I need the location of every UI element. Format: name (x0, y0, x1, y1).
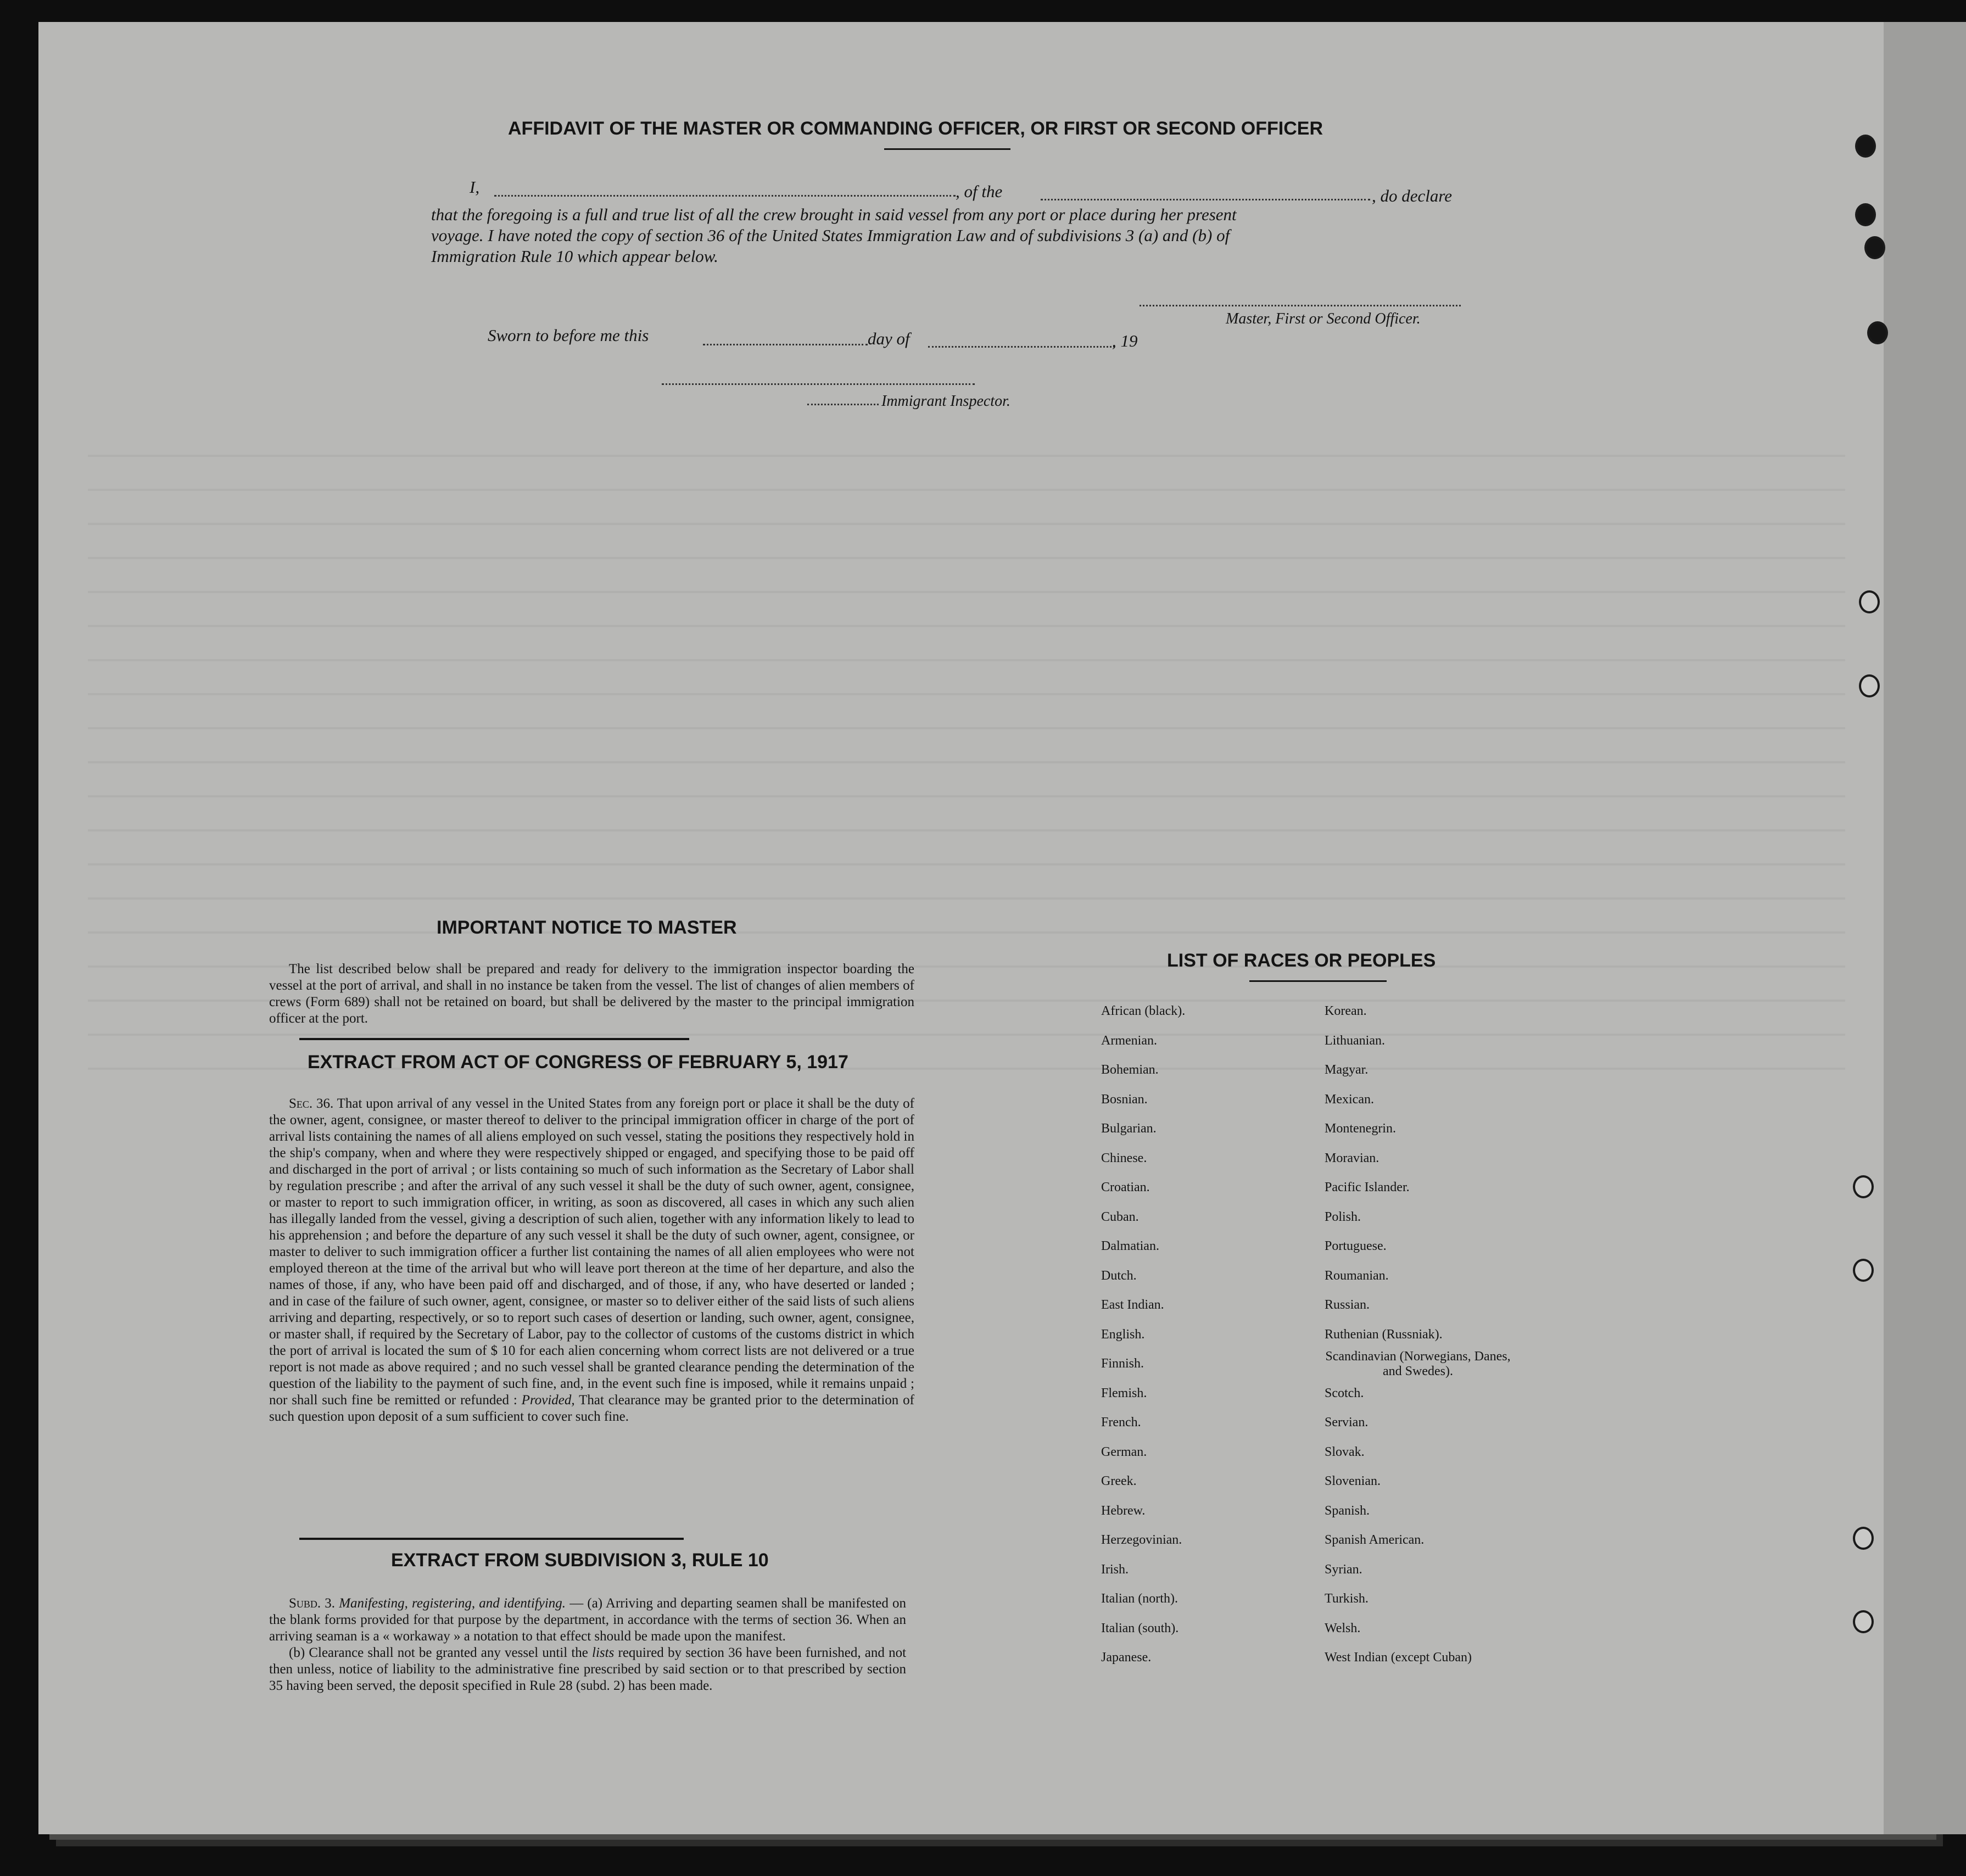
race-item: Dalmatian. (1101, 1239, 1159, 1253)
race-item: African (black). (1101, 1004, 1186, 1018)
binder-hole (1867, 321, 1888, 344)
affidavit-line-2: that the foregoing is a full and true list of all the crew brought in said vessel from any port or place during her present (431, 205, 1237, 224)
race-item: Ruthenian (Russniak). (1325, 1327, 1443, 1342)
race-item: West Indian (except Cuban) (1325, 1650, 1472, 1665)
race-item: Italian (north). (1101, 1592, 1178, 1606)
race-item: French. (1101, 1415, 1141, 1430)
race-item: Korean. (1325, 1004, 1367, 1018)
race-item: Bulgarian. (1101, 1121, 1157, 1136)
affidavit-line-3: voyage. I have noted the copy of section 36 of the United States Immigration Law and of subdivisions 3 (a) and (b) of (431, 226, 1230, 245)
race-item: Herzegovinian. (1101, 1533, 1182, 1547)
act-rule (299, 1538, 684, 1540)
sworn-month-line (928, 346, 1115, 348)
page-edge-strip (1884, 22, 1966, 1834)
race-item: Portuguese. (1325, 1239, 1387, 1253)
master-signature-label: Master, First or Second Officer. (1226, 310, 1421, 327)
binder-hole (1859, 590, 1880, 613)
race-item: Dutch. (1101, 1268, 1137, 1283)
race-item: Turkish. (1325, 1592, 1369, 1606)
rule-b-label: (b) (289, 1645, 305, 1660)
race-item: Magyar. (1325, 1063, 1369, 1077)
race-item: Montenegrin. (1325, 1121, 1396, 1136)
race-item: Pacific Islander. (1325, 1180, 1410, 1194)
act-text (269, 1096, 914, 1425)
act-provided: Provided, (521, 1393, 575, 1408)
race-item: Russian. (1325, 1298, 1370, 1312)
races-column-1 (1101, 997, 1185, 1673)
affidavit-line-4: Immigration Rule 10 which appear below. (431, 247, 718, 266)
race-item: Finnish. (1101, 1356, 1144, 1371)
binder-hole (1855, 135, 1876, 158)
inspector-signature-line (662, 383, 975, 385)
race-item: East Indian. (1101, 1298, 1164, 1312)
race-item: Servian. (1325, 1415, 1369, 1430)
race-item: Cuban. (1101, 1209, 1139, 1224)
binder-hole (1853, 1527, 1874, 1550)
affidavit-of-the: , of the (956, 182, 1003, 201)
race-item: Croatian. (1101, 1180, 1150, 1194)
rule-subd: Subd. 3. (289, 1596, 336, 1611)
races-title: LIST OF RACES OR PEOPLES (1167, 950, 1436, 971)
race-item: Roumanian. (1325, 1268, 1389, 1283)
rule-b-text-1: Clearance shall not be granted any vessel until the (309, 1645, 588, 1660)
rule-title: EXTRACT FROM SUBDIVISION 3, RULE 10 (391, 1550, 769, 1571)
race-item: Welsh. (1325, 1621, 1361, 1635)
race-item: German. (1101, 1444, 1147, 1459)
affidavit-i: I, (470, 177, 480, 197)
binder-hole (1853, 1610, 1874, 1633)
notice-rule (299, 1038, 689, 1040)
act-body-end: That clearance may be granted prior to the determination of such question upon deposit of a sum sufficient to cover such fine. (269, 1393, 915, 1424)
race-item: Armenian. (1101, 1033, 1157, 1048)
race-item: Scotch. (1325, 1386, 1364, 1400)
act-body: That upon arrival of any vessel in the United States from any foreign port or place it shall be the duty of the owner, agent, consignee, or master thereof to deliver to the principal immigration officer in charge of the port of arrival lists containing the names of all aliens employed on such vessel, stating the positions they respectively hold in the ship's company, when and where they were respectively shipped or engaged, and specifying those to be paid off and discharged in the port of arrival ; or lists containing so much of such information as the Secretary of Labor shall by regulation prescribe ; and after the arrival of any such vessel it shall be the duty of such owner, agent, consignee, or master to report to such immigration officer, in writing, as soon as discovered, all cases in which any such alien has illegally landed from the vessel, giving a description of such alien, together with any information likely to lead to his apprehension ; and before the departure of any such vessel it shall be the duty of such owner, agent, consignee, or master to deliver to such immigration officer a further list containing the names of all alien employees who were not employed thereon at the time of the arrival but who will leave port thereon at the time of her departure, and also the names of those, if any, who have been paid off and discharged, and of those, if any, who have deserted or landed ; and in case of the failure of such owner, agent, consignee, or master so to deliver either of the said lists of such aliens arriving and departing, respectively, or so to report such cases of desertion or landing, such owner, agent, consignee, or master shall, if required by the Secretary of Labor, pay to the collector of customs of the customs district in which the port of arrival is located the sum of $ 10 for each alien concerning whom correct lists are not delivered or a true report is not made as above required ; and no such vessel shall be granted clearance pending the determination of the question of the liability to the payment of such fine, and, in the event such fine is imposed, while it remains unpaid ; nor shall such fine be remitted or refunded : (269, 1096, 914, 1408)
binder-hole (1855, 203, 1876, 226)
act-paragraph (269, 1096, 914, 1425)
master-signature-line (1140, 305, 1461, 306)
inspector-line-short (807, 404, 879, 405)
affidavit-name-line (494, 195, 956, 197)
binder-hole (1853, 1259, 1874, 1282)
race-item: Slovenian. (1325, 1474, 1381, 1488)
race-item: Japanese. (1101, 1650, 1152, 1665)
act-section: Sec. 36. (289, 1096, 334, 1111)
race-item: Lithuanian. (1325, 1033, 1385, 1048)
race-item: Slovak. (1325, 1444, 1365, 1459)
notice-paragraph: The list described below shall be prepared and ready for delivery to the immigration inspector boarding the vessel at the port of arrival, and shall in no instance be taken from the vessel. The list of changes of alien members of crews (Form 689) shall not be retained on board, but shall be delivered by the master to the principal immigration officer at the port. (269, 962, 914, 1026)
rule-paragraph-b (269, 1645, 906, 1694)
day-of-label: day of (868, 329, 910, 348)
race-item: Polish. (1325, 1209, 1361, 1224)
race-item: Hebrew. (1101, 1503, 1146, 1518)
race-item: Mexican. (1325, 1092, 1374, 1107)
notice-text (269, 961, 914, 1027)
race-item: Bohemian. (1101, 1063, 1159, 1077)
act-title: EXTRACT FROM ACT OF CONGRESS OF FEBRUARY 5, 1917 (308, 1052, 848, 1073)
binder-hole (1859, 674, 1880, 697)
race-item: Bosnian. (1101, 1092, 1148, 1107)
races-rule (1249, 980, 1387, 982)
race-item: Irish. (1101, 1562, 1129, 1577)
race-item: English. (1101, 1327, 1145, 1342)
race-item: Moravian. (1325, 1151, 1379, 1165)
rule-text (269, 1595, 906, 1694)
affidavit-vessel-line (1041, 199, 1370, 200)
binder-hole (1864, 236, 1885, 259)
rule-subd-title: Manifesting, registering, and identifying. (339, 1596, 566, 1611)
race-item: Syrian. (1325, 1562, 1362, 1577)
notice-title: IMPORTANT NOTICE TO MASTER (437, 917, 737, 938)
race-item: Greek. (1101, 1474, 1137, 1488)
race-item: Spanish American. (1325, 1533, 1425, 1547)
rule-b-lists: lists (592, 1645, 615, 1660)
race-item: Scandinavian (Norwegians, Danes, and Swedes). (1325, 1349, 1511, 1378)
inspector-label: Immigrant Inspector. (881, 393, 1010, 410)
affidavit-title-rule (884, 148, 1010, 150)
affidavit-do-declare: , do declare (1372, 186, 1453, 205)
sworn-label: Sworn to before me this (488, 326, 649, 345)
rule-a-label: — (a) (569, 1596, 603, 1611)
affidavit-title: AFFIDAVIT OF THE MASTER OR COMMANDING OFFICER, OR FIRST OR SECOND OFFICER (508, 118, 1323, 139)
race-item: Italian (south). (1101, 1621, 1179, 1635)
sworn-day-line (703, 344, 868, 345)
race-item: Flemish. (1101, 1386, 1147, 1400)
rule-paragraph-a (269, 1595, 906, 1645)
rule-a-text: Arriving and departing seamen shall be manifested on the blank forms provided for that purpose by the department, in accordance with the terms of section 36. When an arriving seaman is a « workaway » a notation to that effect should be made upon the manifest. (269, 1596, 907, 1644)
binder-hole (1853, 1175, 1874, 1198)
race-item: Spanish. (1325, 1503, 1370, 1518)
race-item: Chinese. (1101, 1151, 1147, 1165)
year-label: , 19 (1112, 331, 1138, 350)
races-column-2 (1325, 997, 1511, 1673)
rule-b-text-2: required by section 36 have been furnished, and not then unless, notice of liability to the administrative fine prescribed by said section or to that prescribed by section 35 having been served, the deposit specified in Rule 28 (subd. 2) has been made. (269, 1645, 907, 1693)
